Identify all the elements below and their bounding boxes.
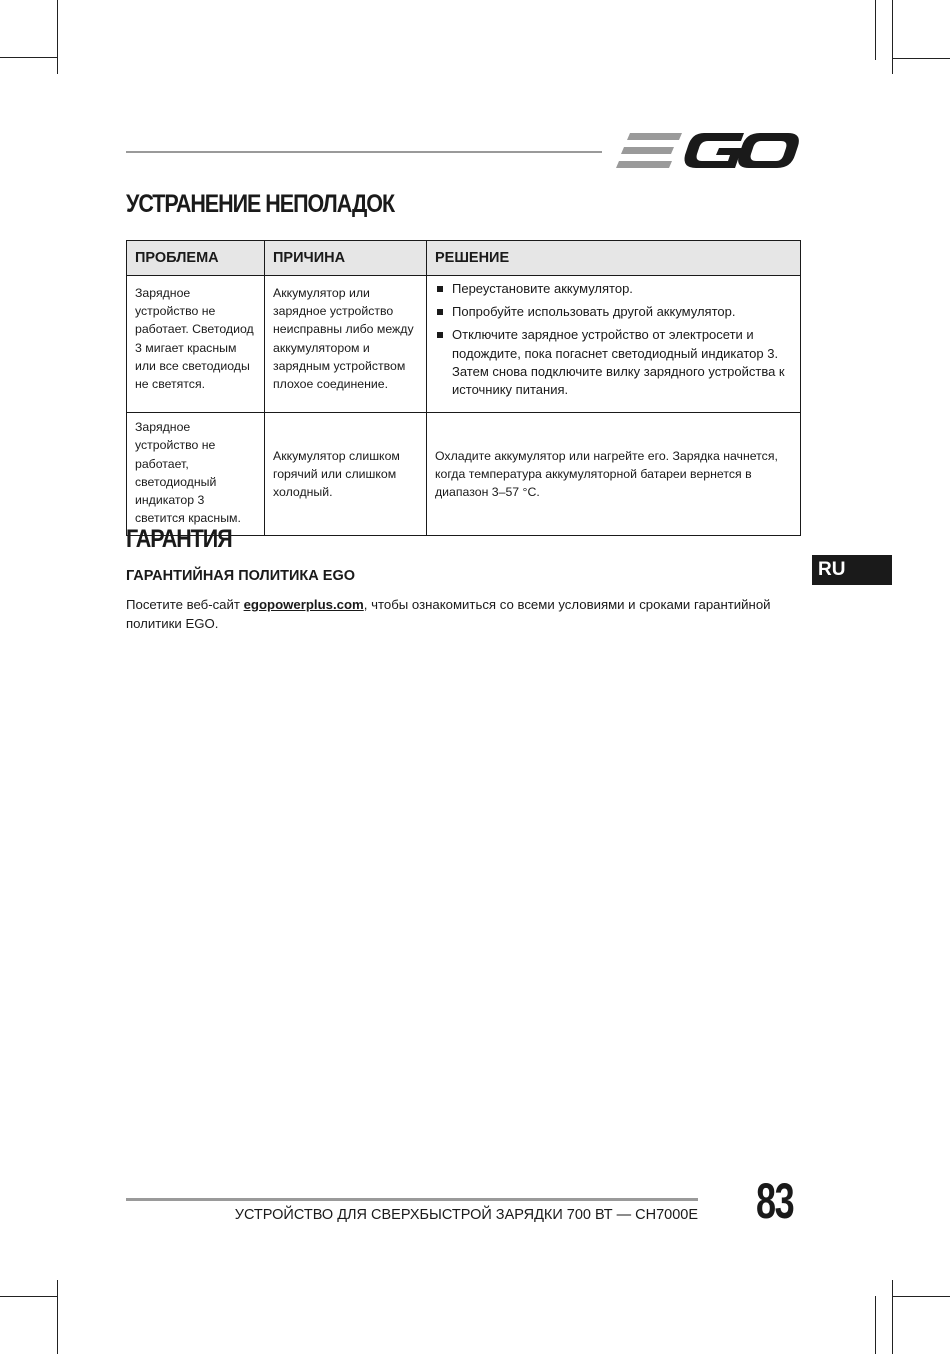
- warranty-title: ГАРАНТИЯ: [126, 525, 232, 553]
- website-link[interactable]: egopowerplus.com: [243, 597, 364, 612]
- crop-mark: [57, 1280, 58, 1354]
- troubleshooting-title: УСТРАНЕНИЕ НЕПОЛАДОК: [126, 190, 395, 218]
- header-rule: [126, 151, 602, 153]
- solution-cell: Охладите аккумулятор или нагрейте его. Зарядка начнется, когда температура аккумуляторной батареи вернется в диапазон 3–57 °C.: [427, 413, 801, 536]
- crop-mark: [892, 1280, 893, 1354]
- troubleshooting-table: [126, 240, 801, 536]
- list-item: Отключите зарядное устройство от электросети и подождите, пока погаснет светодиодный индикатор 3. Затем снова подключите вилку зарядного устройства к источнику питания.: [435, 326, 792, 399]
- warranty-text-before: Посетите веб-сайт: [126, 597, 244, 612]
- solution-list: [435, 280, 792, 399]
- crop-mark: [0, 1296, 58, 1297]
- footer-title: УСТРОЙСТВО ДЛЯ СВЕРХБЫСТРОЙ ЗАРЯДКИ 700 ВТ — CH7000E: [234, 1207, 698, 1223]
- crop-mark: [892, 0, 893, 74]
- crop-mark: [57, 0, 58, 74]
- crop-mark: [892, 58, 950, 59]
- page-number: 83: [756, 1173, 794, 1229]
- language-tab: RU: [812, 555, 892, 585]
- crop-mark: [0, 57, 58, 58]
- ego-logo: [616, 130, 800, 172]
- table-header-row: [127, 241, 801, 276]
- crop-mark: [875, 1296, 876, 1354]
- table-row: [127, 276, 801, 413]
- cause-cell: Аккумулятор или зарядное устройство неисправны либо между аккумулятором и зарядным устройством плохое соединение.: [265, 276, 427, 413]
- problem-cell: Зарядное устройство не работает. Светодиод 3 мигает красным или все светодиоды не светятся.: [127, 276, 265, 413]
- crop-mark: [875, 0, 876, 60]
- column-header-problem: ПРОБЛЕМА: [127, 241, 265, 276]
- warranty-text-after: , чтобы ознакомиться со всеми условиями и сроками гарантийной политики EGO.: [126, 597, 771, 631]
- list-item: Переустановите аккумулятор.: [435, 280, 792, 298]
- column-header-cause: ПРИЧИНА: [265, 241, 427, 276]
- crop-mark: [892, 1296, 950, 1297]
- solution-cell: [427, 276, 801, 413]
- footer-rule: [126, 1198, 698, 1201]
- list-item: Попробуйте использовать другой аккумулятор.: [435, 303, 792, 321]
- warranty-subtitle: ГАРАНТИЙНАЯ ПОЛИТИКА EGO: [126, 568, 356, 584]
- column-header-solution: РЕШЕНИЕ: [427, 241, 801, 276]
- warranty-text: [126, 596, 806, 633]
- cause-cell: Аккумулятор слишком горячий или слишком холодный.: [265, 413, 427, 536]
- table-row: [127, 413, 801, 536]
- problem-cell: Зарядное устройство не работает, светодиодный индикатор 3 светится красным.: [127, 413, 265, 536]
